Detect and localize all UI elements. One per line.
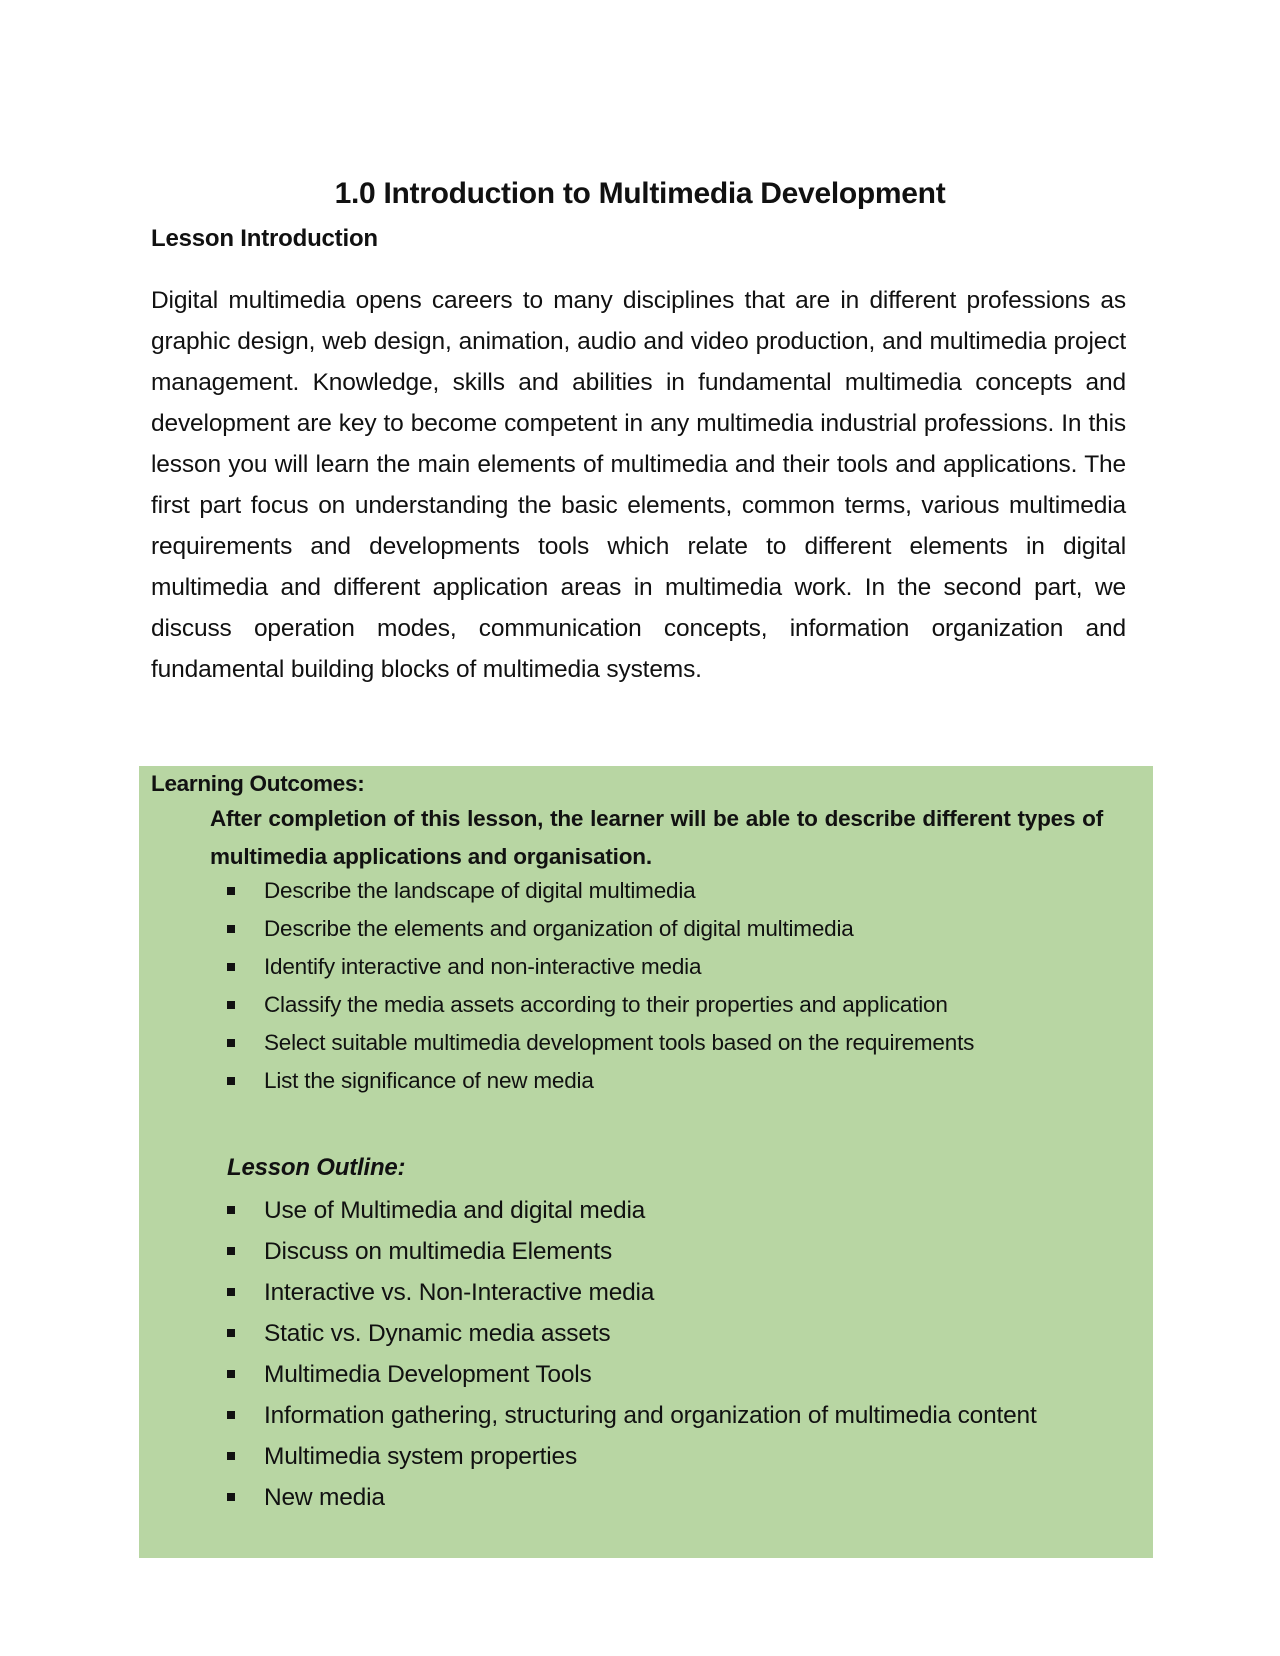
list-item bbox=[0, 1231, 1103, 1272]
list-item-text: Discuss on multimedia Elements bbox=[264, 1238, 613, 1265]
square-bullet-icon bbox=[227, 1370, 235, 1378]
list-item-text: Multimedia Development Tools bbox=[264, 1361, 592, 1388]
list-item bbox=[0, 1436, 1103, 1477]
list-item-text: Select suitable multimedia development tools based on the requirements bbox=[264, 1030, 975, 1055]
square-bullet-icon bbox=[227, 1001, 235, 1009]
list-item-text: Use of Multimedia and digital media bbox=[264, 1197, 646, 1224]
list-item bbox=[0, 1477, 1103, 1518]
list-item bbox=[0, 910, 1103, 948]
square-bullet-icon bbox=[227, 925, 235, 933]
square-bullet-icon bbox=[227, 1039, 235, 1047]
square-bullet-icon bbox=[227, 1411, 235, 1419]
list-item-text: Identify interactive and non-interactive media bbox=[264, 954, 702, 979]
square-bullet-icon bbox=[227, 1329, 235, 1337]
list-item bbox=[0, 872, 1103, 910]
square-bullet-icon bbox=[227, 1206, 235, 1214]
learning-outcomes-list bbox=[0, 872, 1103, 1100]
list-item-text: List the significance of new media bbox=[264, 1068, 594, 1093]
list-item bbox=[0, 986, 1103, 1024]
intro-paragraph: Digital multimedia opens careers to many disciplines that are in different professions as graphic design, web design, animation, audio and video production, and multimedia project management. Knowledge, skills and abilities in fundamental multimedia concepts and development are key to become competent in any multimedia industrial professions. In this lesson you will learn the main elements of multimedia and their tools and applications. The first part focus on understanding the basic elements, common terms, various multimedia requirements and developments tools which relate to different elements in digital multimedia and different application areas in multimedia work. In the second part, we discuss operation modes, communication concepts, information organization and fundamental building blocks of multimedia systems. bbox=[151, 287, 1126, 683]
square-bullet-icon bbox=[227, 1493, 235, 1501]
learning-outcomes-intro: After completion of this lesson, the learner will be able to describe different types of multimedia applications and organisation. bbox=[210, 806, 1103, 869]
list-item bbox=[0, 1024, 1103, 1062]
list-item bbox=[0, 1313, 1103, 1354]
list-item-text: Static vs. Dynamic media assets bbox=[264, 1320, 611, 1347]
list-item bbox=[0, 1354, 1103, 1395]
square-bullet-icon bbox=[227, 1452, 235, 1460]
square-bullet-icon bbox=[227, 1247, 235, 1255]
list-item bbox=[0, 1190, 1103, 1231]
list-item-text: Describe the elements and organization of digital multimedia bbox=[264, 916, 854, 941]
square-bullet-icon bbox=[227, 1288, 235, 1296]
lesson-introduction-heading: Lesson Introduction bbox=[151, 225, 378, 252]
list-item bbox=[0, 1062, 1103, 1100]
square-bullet-icon bbox=[227, 887, 235, 895]
lesson-outline-heading: Lesson Outline: bbox=[227, 1154, 406, 1181]
page-title: 1.0 Introduction to Multimedia Development bbox=[334, 177, 946, 210]
list-item-text: Classify the media assets according to their properties and application bbox=[264, 992, 948, 1017]
list-item-text: New media bbox=[264, 1484, 385, 1511]
list-item-text: Information gathering, structuring and organization of multimedia content bbox=[264, 1402, 1037, 1429]
list-item-text: Describe the landscape of digital multimedia bbox=[264, 878, 696, 903]
square-bullet-icon bbox=[227, 1077, 235, 1085]
list-item bbox=[0, 1272, 1103, 1313]
lesson-outline-list bbox=[0, 1190, 1103, 1518]
square-bullet-icon bbox=[227, 963, 235, 971]
learning-outcomes-heading: Learning Outcomes: bbox=[151, 771, 365, 796]
list-item-text: Multimedia system properties bbox=[264, 1443, 578, 1470]
list-item-text: Interactive vs. Non-Interactive media bbox=[264, 1279, 655, 1306]
list-item bbox=[0, 1395, 1103, 1436]
list-item bbox=[0, 948, 1103, 986]
